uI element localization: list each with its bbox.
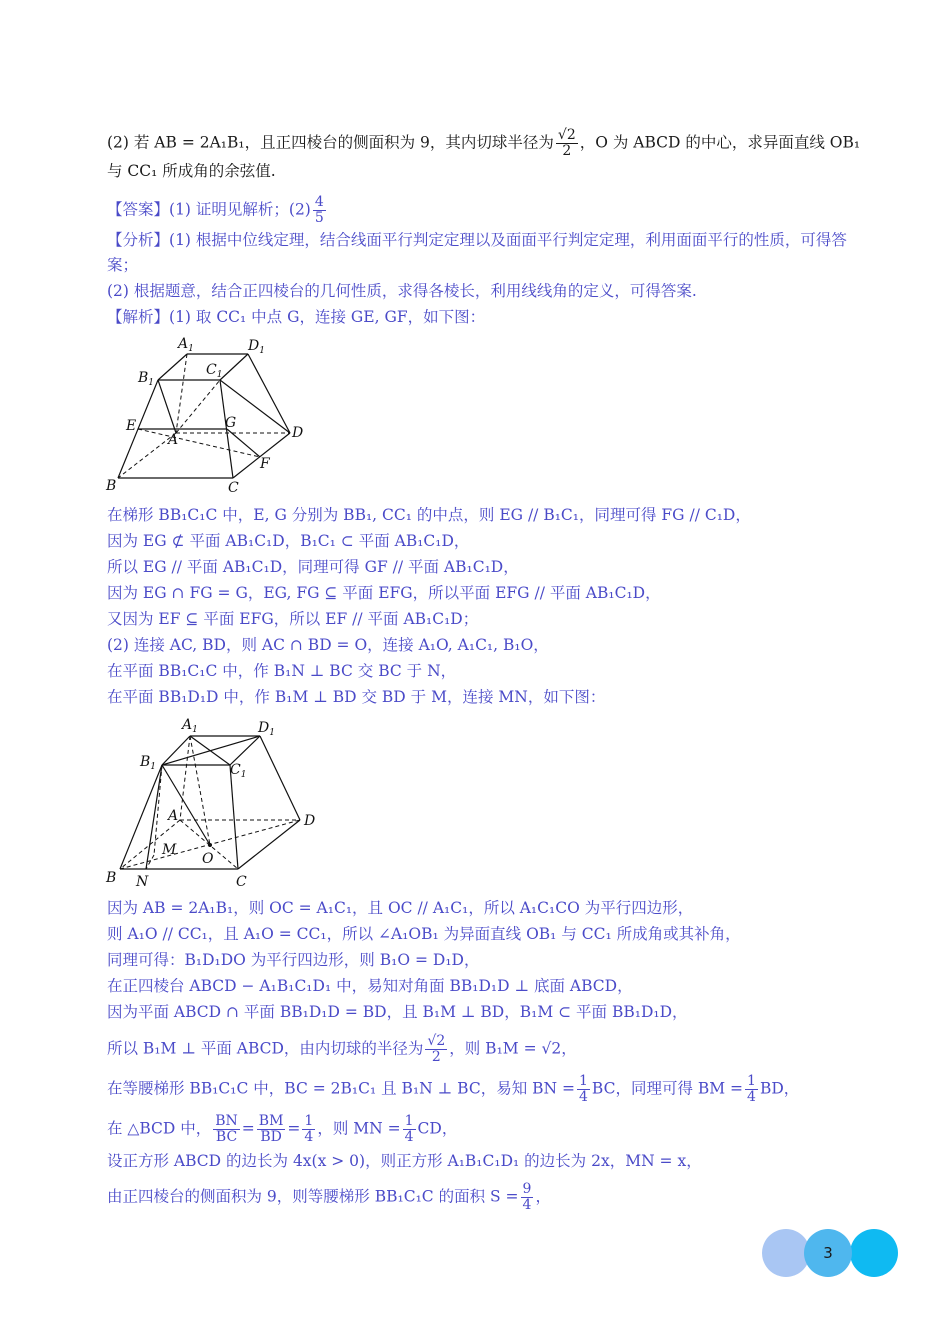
solution-p2-line-4: 在正四棱台 ABCD − A₁B₁C₁D₁ 中，易知对角面 BB₁D₁D ⊥ 底面 ABCD， xyxy=(107,977,633,995)
svg-text:B1: $B_1$ xyxy=(138,370,155,388)
solution-p1-line-4: 因为 EG ∩ FG = G，EG, FG ⊆ 平面 EFG，所以平面 EFG // 平面 AB₁C₁D， xyxy=(107,584,661,602)
figure-frustum-2 xyxy=(100,712,330,892)
solution-p2-line-3: 同理可得：B₁D₁DO 为平行四边形，则 B₁O = D₁D， xyxy=(107,951,480,969)
solution-p2-line-1: 因为 AB = 2A₁B₁，则 OC = A₁C₁，且 OC // A₁C₁，所以 A₁C₁CO 为平行四边形， xyxy=(107,899,694,917)
solution-p1-line-8: 在平面 BB₁D₁D 中，作 B₁M ⊥ BD 交 BD 于 M，连接 MN，如下图： xyxy=(107,688,606,706)
solution-side-length-line: 设正方形 ABCD 的边长为 4x(x > 0)，则正方形 A₁B₁C₁D₁ 的边长为 2x，MN = x， xyxy=(107,1152,702,1170)
solution-radius-line: 所以 B₁M ⊥ 平面 ABCD，由内切球的半径为 $\frac{√2}{2}$ ，则 B₁M = √2， xyxy=(107,1033,577,1065)
svg-text:D: D xyxy=(304,813,316,829)
svg-text:D1: $D_1$ xyxy=(258,720,275,738)
solution-intro: 【解析】(1) 取 CC₁ 中点 G，连接 GE, GF，如下图： xyxy=(107,308,486,326)
svg-text:A: A xyxy=(168,432,179,448)
svg-text:C1: $C_1$ xyxy=(206,362,223,380)
solution-area-line: 由正四棱台的侧面积为 9，则等腰梯形 BB₁C₁C 的面积 S = $\frac{9}{4}$ ， xyxy=(107,1181,551,1213)
solution-p1-line-1: 在梯形 BB₁C₁C 中，E, G 分别为 BB₁, CC₁ 的中点，则 EG // B₁C₁，同理可得 FG // C₁D， xyxy=(107,506,751,524)
solution-p1-line-3: 所以 EG // 平面 AB₁C₁D，同理可得 GF // 平面 AB₁C₁D， xyxy=(107,558,519,576)
svg-text:C: C xyxy=(228,480,239,496)
solution-p1-line-2: 因为 EG ⊄ 平面 AB₁C₁D，B₁C₁ ⊂ 平面 AB₁C₁D， xyxy=(107,532,470,550)
solution-p2-line-2: 则 A₁O // CC₁，且 A₁O = CC₁，所以 ∠A₁OB₁ 为异面直线 OB₁ 与 CC₁ 所成角或其补角， xyxy=(107,925,741,943)
svg-text:O: O xyxy=(202,851,214,867)
page-number-badge xyxy=(760,1228,902,1278)
solution-p2-line-5: 因为平面 ABCD ∩ 平面 BB₁D₁D = BD，且 B₁M ⊥ BD，B₁M ⊂ 平面 BB₁D₁D， xyxy=(107,1003,688,1021)
analysis-line-2: 案； xyxy=(107,256,139,274)
solution-trapezoid-line: 在等腰梯形 BB₁C₁C 中，BC = 2B₁C₁ 且 B₁N ⊥ BC，易知 BN = $\frac{1}{4}$ BC，同理可得 BM = $\frac{1}{4}$ BD， xyxy=(107,1073,800,1105)
svg-text:F: F xyxy=(260,456,270,472)
svg-text:C: C xyxy=(236,874,247,890)
svg-text:D: D xyxy=(292,425,304,441)
analysis-line-3: (2) 根据题意，结合正四棱台的几何性质，求得各棱长，利用线线角的定义，可得答案. xyxy=(107,282,697,300)
question-line-1: (2) 若 AB = 2A₁B₁，且正四棱台的侧面积为 9，其内切球半径为 $\frac{√2}{2}$ ，O 为 ABCD 的中心，求异面直线 OB₁ xyxy=(107,127,861,159)
svg-text:A: A xyxy=(168,808,179,824)
analysis-line-1: 【分析】(1) 根据中位线定理，结合线面平行判定定理以及面面平行判定定理，利用面面平行的性质，可得答 xyxy=(107,231,847,249)
svg-text:B: B xyxy=(106,478,117,494)
svg-text:D1: $D_1$ xyxy=(248,338,265,356)
page-number: 3 xyxy=(823,1244,833,1262)
solution-label: 【解析】 xyxy=(107,308,170,326)
solution-p1-line-7: 在平面 BB₁C₁C 中，作 B₁N ⊥ BC 交 BC 于 N， xyxy=(107,662,457,680)
analysis-label: 【分析】 xyxy=(107,231,170,249)
solution-p1-line-6: (2) 连接 AC, BD，则 AC ∩ BD = O，连接 A₁O, A₁C₁, B₁O， xyxy=(107,636,549,654)
figure-frustum-1 xyxy=(100,332,330,497)
badge-circle-right xyxy=(850,1229,898,1277)
svg-text:C1: $C_1$ xyxy=(230,762,247,780)
svg-text:A1: $A_1$ xyxy=(178,336,194,354)
solution-triangle-line: 在 △BCD 中， $\frac{BN}{BC}$ = $\frac{BM}{BD}$ = $\frac{1}{4}$ ，则 MN = $\frac{1}{4}$ CD， xyxy=(107,1113,458,1145)
svg-text:M: M xyxy=(162,842,177,858)
answer-line: 【答案】(1) 证明见解析；(2) $\frac{4}{5}$ xyxy=(107,194,324,226)
svg-text:E: E xyxy=(126,418,137,434)
svg-text:N: N xyxy=(136,874,149,890)
answer-label: 【答案】 xyxy=(107,200,170,219)
solution-p1-line-5: 又因为 EF ⊆ 平面 EFG，所以 EF // 平面 AB₁C₁D； xyxy=(107,610,479,628)
svg-text:B: B xyxy=(106,870,117,886)
badge-circle-left xyxy=(762,1229,810,1277)
svg-text:G: G xyxy=(225,415,237,431)
svg-text:A1: $A_1$ xyxy=(182,717,198,735)
svg-text:B1: $B_1$ xyxy=(140,754,157,772)
question-line-2: 与 CC₁ 所成角的余弦值. xyxy=(107,162,276,180)
